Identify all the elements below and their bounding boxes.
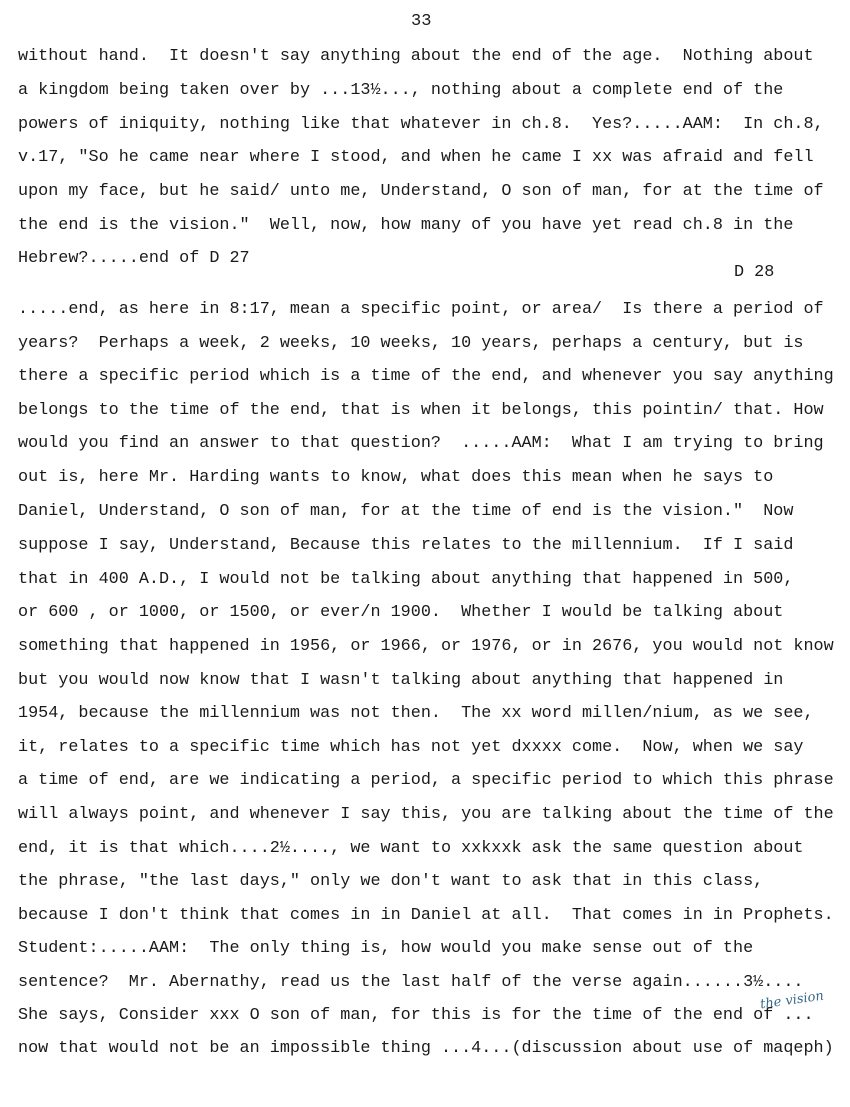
text-line: would you find an answer to that question? .....AAM: What I am trying to bring bbox=[18, 434, 824, 453]
text-line: that in 400 A.D., I would not be talking about anything that happened in 500, bbox=[18, 570, 794, 589]
text-line: end, it is that which....2½...., we want to xxkxxk ask the same question about bbox=[18, 839, 804, 858]
text-line: the phrase, "the last days," only we don't want to ask that in this class, bbox=[18, 872, 764, 891]
text-line: it, relates to a specific time which has not yet dxxxx come. Now, when we say bbox=[18, 738, 804, 757]
text-line: or 600 , or 1000, or 1500, or ever/n 1900. Whether I would be talking about bbox=[18, 603, 784, 622]
page-number: 33 bbox=[411, 12, 432, 31]
text-line: suppose I say, Understand, Because this relates to the millennium. If I said bbox=[18, 536, 794, 555]
text-line: Daniel, Understand, O son of man, for at the time of end is the vision." Now bbox=[18, 502, 794, 521]
text-line: She says, Consider xxx O son of man, for this is for the time of the end of ... bbox=[18, 1006, 814, 1025]
text-line: sentence? Mr. Abernathy, read us the last half of the verse again......3½.... bbox=[18, 973, 804, 992]
text-line: Student:.....AAM: The only thing is, how would you make sense out of the bbox=[18, 939, 754, 958]
section-marker: D 28 bbox=[734, 263, 775, 282]
text-line: out is, here Mr. Harding wants to know, what does this mean when he says to bbox=[18, 468, 774, 487]
text-line: the end is the vision." Well, now, how many of you have yet read ch.8 in the bbox=[18, 216, 794, 235]
text-line: without hand. It doesn't say anything about the end of the age. Nothing about bbox=[18, 47, 814, 66]
text-line: .....end, as here in 8:17, mean a specific point, or area/ Is there a period of bbox=[18, 300, 824, 319]
text-line: will always point, and whenever I say this, you are talking about the time of the bbox=[18, 805, 834, 824]
text-line: years? Perhaps a week, 2 weeks, 10 weeks, 10 years, perhaps a century, but is bbox=[18, 334, 804, 353]
text-line: now that would not be an impossible thing ...4...(discussion about use of maqeph) bbox=[18, 1039, 834, 1058]
text-line: v.17, "So he came near where I stood, and when he came I xx was afraid and fell bbox=[18, 148, 814, 167]
text-line: because I don't think that comes in in Daniel at all. That comes in in Prophets. bbox=[18, 906, 834, 925]
text-line: a kingdom being taken over by ...13½..., nothing about a complete end of the bbox=[18, 81, 784, 100]
handwritten-margin-note: the vision bbox=[759, 988, 825, 1013]
text-line: powers of iniquity, nothing like that whatever in ch.8. Yes?.....AAM: In ch.8, bbox=[18, 115, 824, 134]
text-line: something that happened in 1956, or 1966, or 1976, or in 2676, you would not know bbox=[18, 637, 834, 656]
text-line: 1954, because the millennium was not then. The xx word millen/nium, as we see, bbox=[18, 704, 814, 723]
text-line: belongs to the time of the end, that is when it belongs, this pointin/ that. How bbox=[18, 401, 824, 420]
text-line: there a specific period which is a time of the end, and whenever you say anything bbox=[18, 367, 834, 386]
text-line: upon my face, but he said/ unto me, Understand, O son of man, for at the time of bbox=[18, 182, 824, 201]
text-line: a time of end, are we indicating a period, a specific period to which this phrase bbox=[18, 771, 834, 790]
text-line: Hebrew?.....end of D 27 bbox=[18, 249, 250, 268]
text-line: but you would now know that I wasn't talking about anything that happened in bbox=[18, 671, 784, 690]
